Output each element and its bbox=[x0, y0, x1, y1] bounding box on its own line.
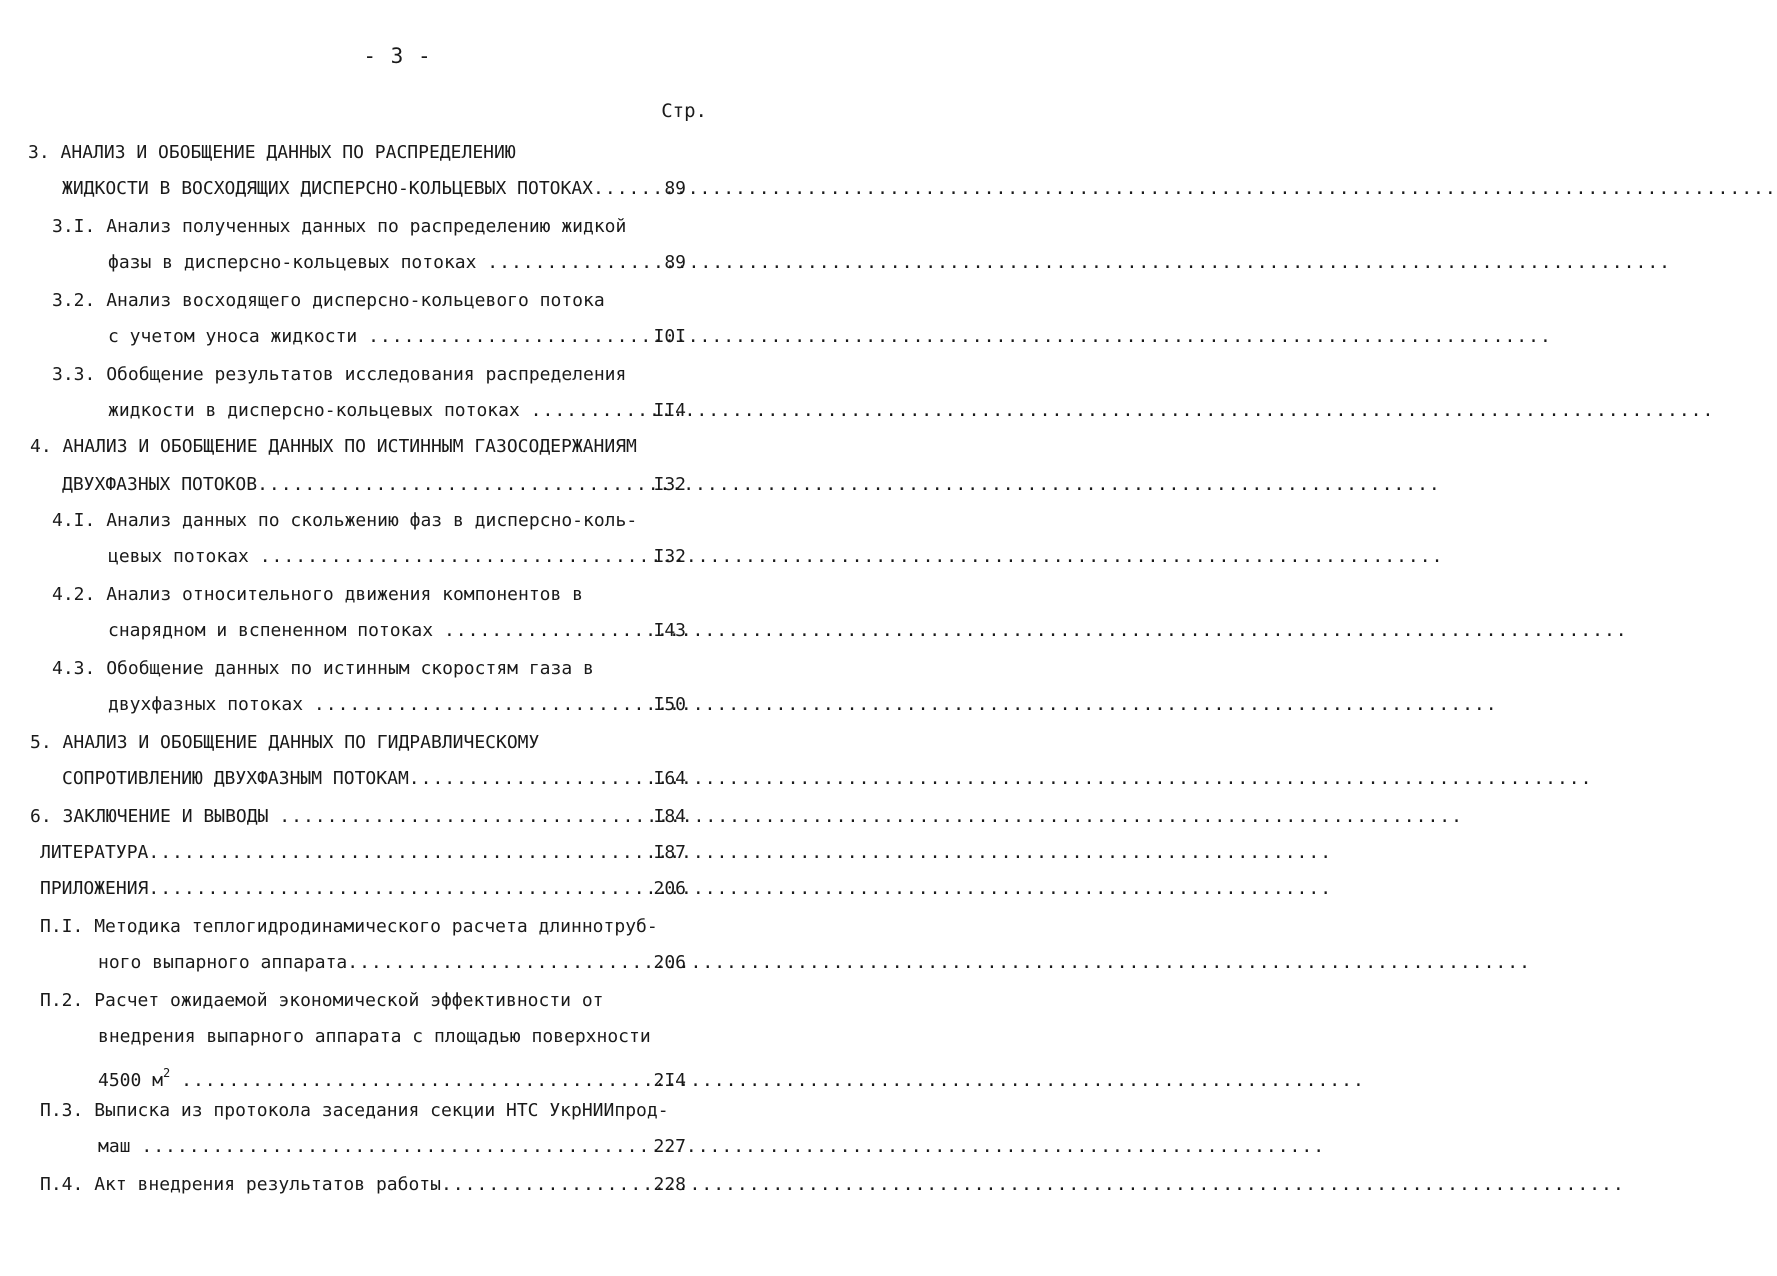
entry-number: 4. bbox=[30, 436, 63, 457]
toc-entry-4-2-cont bbox=[108, 616, 686, 646]
dot-leader bbox=[593, 174, 664, 204]
entry-title: Обобщение данных по истинным скоростям газа в bbox=[106, 658, 594, 679]
entry-title-cont: фазы в дисперсно-кольцевых потоках bbox=[108, 252, 488, 273]
entry-number: 4.2. bbox=[52, 584, 107, 605]
area-value: 4500 м bbox=[98, 1070, 164, 1091]
entry-title-cont bbox=[98, 1060, 181, 1096]
entry-title: Методика теплогидродинамического расчета длиннотруб- bbox=[94, 916, 658, 937]
entry-number: 5. bbox=[30, 732, 63, 753]
toc-entry-3-3-cont bbox=[108, 396, 686, 426]
entry-title: Анализ восходящего дисперсно-кольцевого потока bbox=[106, 290, 605, 311]
toc-entry-3-3 bbox=[52, 360, 712, 390]
toc-entry-3-2-cont bbox=[108, 322, 686, 352]
entry-page: 228 bbox=[653, 1174, 686, 1195]
entry-title-cont: ЖИДКОСТИ В ВОСХОДЯЩИХ ДИСПЕРСНО-КОЛЬЦЕВЫХ ПОТОКАХ bbox=[62, 178, 594, 199]
document-page bbox=[0, 0, 795, 1276]
page-number: - 3 - bbox=[363, 44, 432, 68]
entry-number: П.I. bbox=[40, 916, 95, 937]
entry-number: 3. bbox=[28, 142, 61, 163]
dot-leader bbox=[141, 1132, 653, 1162]
entry-title-cont: жидкости в дисперсно-кольцевых потоках bbox=[108, 400, 531, 421]
entry-number: 6. bbox=[30, 806, 63, 827]
entry-page: I32 bbox=[653, 474, 686, 495]
entry-page: 89 bbox=[664, 178, 686, 199]
entry-number: 4.3. bbox=[52, 658, 107, 679]
dot-leader bbox=[531, 396, 654, 426]
entry-number: 4.I. bbox=[52, 510, 107, 531]
toc-entry-4-cont bbox=[62, 470, 686, 500]
dot-leader bbox=[314, 690, 654, 720]
entry-page: I64 bbox=[653, 768, 686, 789]
dot-leader bbox=[441, 1170, 654, 1200]
toc-entry-4-2 bbox=[52, 580, 712, 610]
toc-entry-p3-cont bbox=[98, 1132, 686, 1162]
entry-number: П.3. bbox=[40, 1100, 95, 1121]
entry-page: 2I4 bbox=[653, 1070, 686, 1091]
entry-page: I0I bbox=[653, 326, 686, 347]
toc-entry-4 bbox=[30, 432, 710, 462]
entry-number: 3.2. bbox=[52, 290, 107, 311]
entry-number: П.2. bbox=[40, 990, 95, 1011]
toc-entry-p3 bbox=[40, 1096, 710, 1126]
dot-leader bbox=[260, 542, 654, 572]
entry-title-cont: внедрения выпарного аппарата с площадью поверхности bbox=[98, 1026, 651, 1047]
toc-entry-3-2 bbox=[52, 286, 712, 316]
entry-page: 206 bbox=[653, 878, 686, 899]
entry-number: 3.3. bbox=[52, 364, 107, 385]
entry-title: АНАЛИЗ И ОБОБЩЕНИЕ ДАННЫХ ПО РАСПРЕДЕЛЕНИЮ bbox=[60, 142, 516, 163]
entry-title-cont: ного выпарного аппарата bbox=[98, 952, 348, 973]
entry-title-cont: снарядном и вспененном потоках bbox=[108, 620, 444, 641]
entry-title: Анализ данных по скольжению фаз в дисперсно-коль- bbox=[106, 510, 638, 531]
entry-title-cont: двухфазных потоках bbox=[108, 694, 314, 715]
dot-leader bbox=[368, 322, 653, 352]
toc-entry-3-1 bbox=[52, 212, 712, 242]
toc-entry-literature bbox=[40, 838, 686, 868]
entry-title: ПРИЛОЖЕНИЯ bbox=[40, 878, 149, 899]
entry-title-cont: цевых потоках bbox=[108, 546, 260, 567]
dot-leader bbox=[279, 802, 653, 832]
toc-entry-p4 bbox=[40, 1170, 686, 1200]
entry-page: I32 bbox=[653, 546, 686, 567]
entry-title-cont: ДВУХФАЗНЫХ ПОТОКОВ bbox=[62, 474, 258, 495]
entry-title: Выписка из протокола заседания секции НТС УкрНИИпрод- bbox=[94, 1100, 669, 1121]
entry-page: I84 bbox=[653, 806, 686, 827]
toc-entry-5-cont bbox=[62, 764, 686, 794]
entry-title: ЛИТЕРАТУРА bbox=[40, 842, 149, 863]
toc-entry-p2-cont bbox=[98, 1022, 710, 1052]
dot-leader bbox=[444, 616, 654, 646]
entry-title: Анализ полученных данных по распределению жидкой bbox=[106, 216, 627, 237]
toc-entry-p2 bbox=[40, 986, 710, 1016]
entry-title: АНАЛИЗ И ОБОБЩЕНИЕ ДАННЫХ ПО ГИДРАВЛИЧЕСКОМУ bbox=[62, 732, 540, 753]
entry-page: 206 bbox=[653, 952, 686, 973]
dot-leader bbox=[148, 874, 653, 904]
dot-leader bbox=[347, 948, 653, 978]
toc-entry-p2-cont2 bbox=[98, 1060, 686, 1090]
toc-entry-4-3 bbox=[52, 654, 712, 684]
toc-entry-p1-cont bbox=[98, 948, 686, 978]
toc-entry-4-3-cont bbox=[108, 690, 686, 720]
entry-page: I87 bbox=[653, 842, 686, 863]
page-column-header: Стр. bbox=[661, 100, 707, 122]
toc-entry-6 bbox=[30, 802, 686, 832]
entry-title: Акт внедрения результатов работы bbox=[94, 1174, 441, 1195]
toc-entry-3-1-cont bbox=[108, 248, 686, 278]
entry-page: I43 bbox=[653, 620, 686, 641]
entry-page: 227 bbox=[653, 1136, 686, 1157]
dot-leader bbox=[148, 838, 653, 868]
dot-leader bbox=[487, 248, 664, 278]
entry-title-cont: СОПРОТИВЛЕНИЮ ДВУХФАЗНЫМ ПОТОКАМ bbox=[62, 768, 409, 789]
entry-page: 89 bbox=[664, 252, 686, 273]
toc-entry-4-1 bbox=[52, 506, 712, 536]
entry-title: Обобщение результатов исследования распределения bbox=[106, 364, 627, 385]
entry-title-cont: маш bbox=[98, 1136, 142, 1157]
entry-number: 3.I. bbox=[52, 216, 107, 237]
toc-entry-4-1-cont bbox=[108, 542, 686, 572]
toc-entry-p1 bbox=[40, 912, 710, 942]
dot-leader bbox=[409, 764, 654, 794]
entry-page: I50 bbox=[653, 694, 686, 715]
entry-number: П.4. bbox=[40, 1174, 95, 1195]
entry-page: II4 bbox=[653, 400, 686, 421]
toc-entry-appendices bbox=[40, 874, 686, 904]
entry-title: АНАЛИЗ И ОБОБЩЕНИЕ ДАННЫХ ПО ИСТИННЫМ ГАЗОСОДЕРЖАНИЯМ bbox=[62, 436, 637, 457]
dot-leader bbox=[181, 1066, 653, 1096]
superscript: 2 bbox=[163, 1066, 171, 1080]
toc-entry-3 bbox=[28, 138, 708, 168]
entry-title: ЗАКЛЮЧЕНИЕ И ВЫВОДЫ bbox=[62, 806, 280, 827]
entry-title: Анализ относительного движения компонентов в bbox=[106, 584, 584, 605]
entry-title-cont: с учетом уноса жидкости bbox=[108, 326, 369, 347]
toc-entry-3-cont bbox=[62, 174, 686, 204]
dot-leader bbox=[257, 470, 653, 500]
entry-title: Расчет ожидаемой экономической эффективности от bbox=[94, 990, 604, 1011]
toc-entry-5 bbox=[30, 728, 710, 758]
